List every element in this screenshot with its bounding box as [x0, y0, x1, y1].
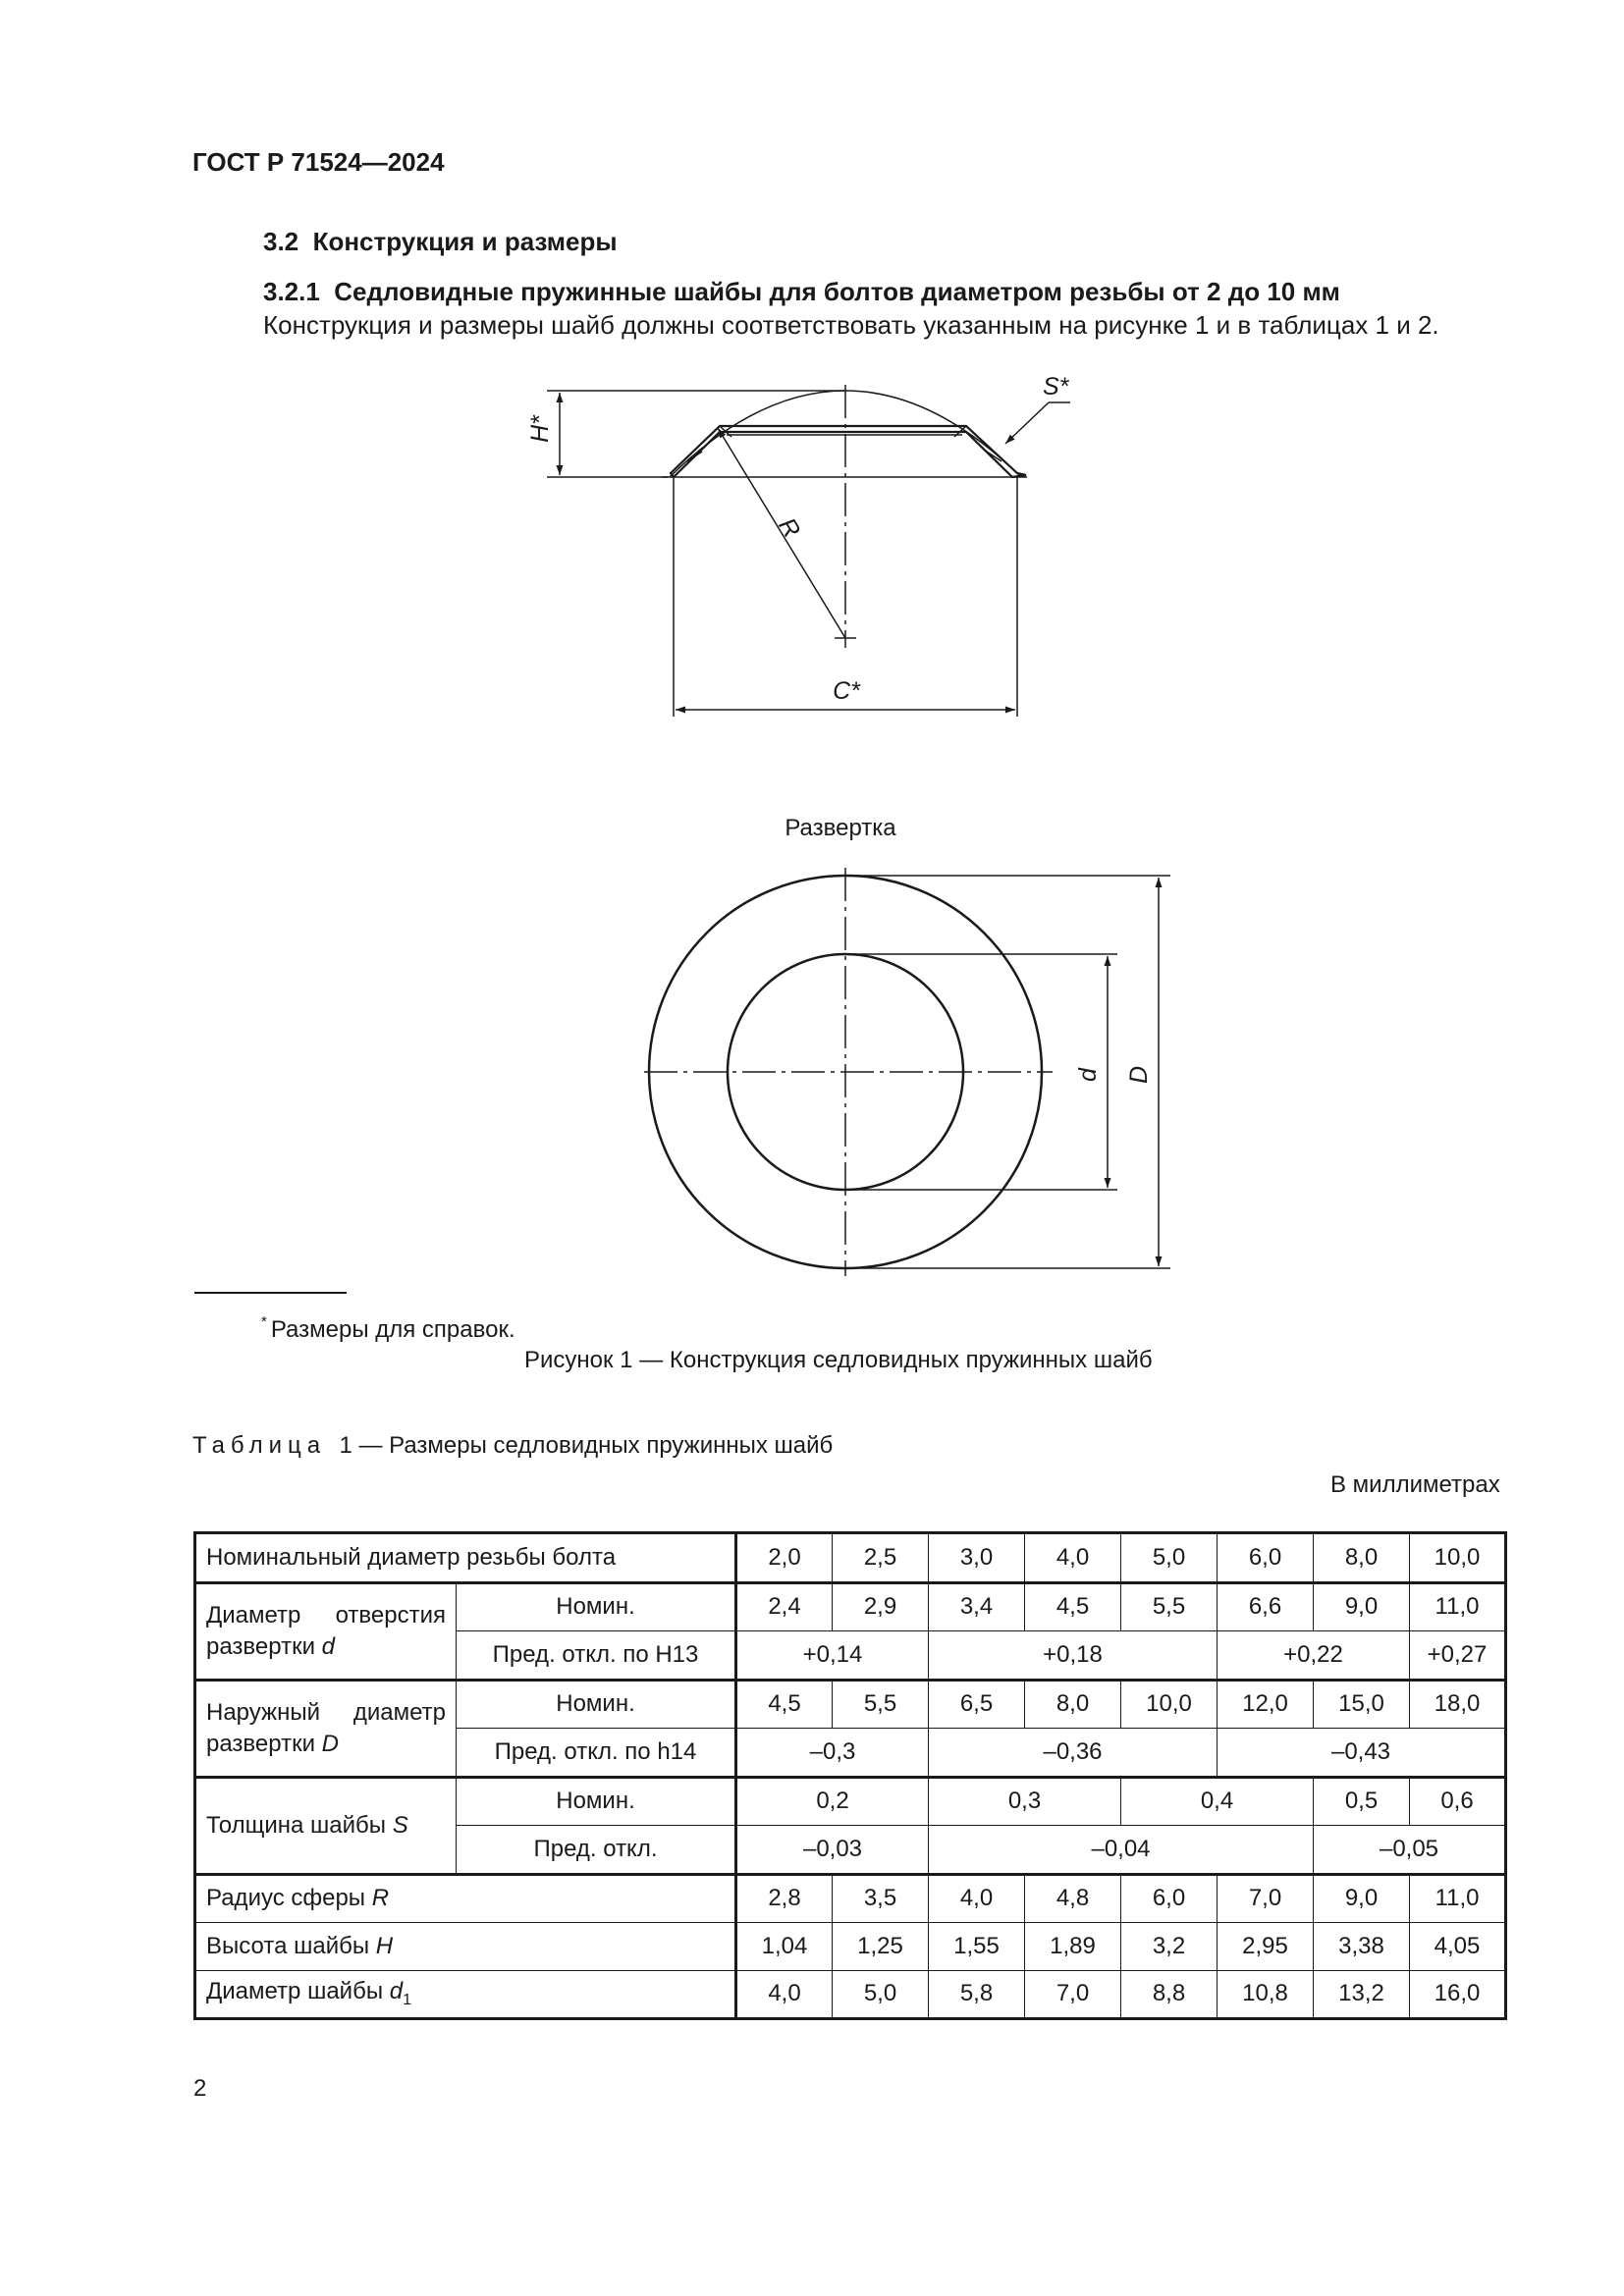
table-cell: 6,0 [1121, 1874, 1218, 1923]
table-cell: –0,3 [736, 1729, 929, 1778]
table-cell: 5,0 [833, 1970, 929, 2019]
table-cell: 18,0 [1410, 1680, 1506, 1729]
table-cell: 8,0 [1314, 1533, 1410, 1583]
table-cell: 10,0 [1410, 1533, 1506, 1583]
sub-label: Пред. откл. по h14 [457, 1729, 736, 1778]
table-cell: 1,04 [736, 1923, 833, 1971]
table-cell: 0,3 [929, 1777, 1121, 1826]
table-cell: 5,8 [929, 1970, 1025, 2019]
table-cell: 7,0 [1025, 1970, 1121, 2019]
table-row [195, 1874, 1506, 1923]
table-cell: 2,4 [736, 1582, 833, 1631]
unfold-title: Развертка [785, 815, 896, 841]
table-cell: 9,0 [1314, 1582, 1410, 1631]
table-row [195, 1970, 1506, 2019]
table-cell: 16,0 [1410, 1970, 1506, 2019]
table-cell: 1,89 [1025, 1923, 1121, 1971]
table-cell: 4,0 [736, 1970, 833, 2019]
table-cell: +0,27 [1410, 1631, 1506, 1681]
row-label: Диаметр шайбы $d_1$ [195, 1970, 736, 2019]
label-r: R [773, 512, 806, 543]
table-cell: 4,0 [1025, 1533, 1121, 1583]
table-cell: 5,5 [833, 1680, 929, 1729]
table-row [195, 1680, 1506, 1729]
table-cell: 2,95 [1218, 1923, 1314, 1971]
table-cell: +0,14 [736, 1631, 929, 1681]
table-cell: 2,9 [833, 1582, 929, 1631]
table-cell: 13,2 [1314, 1970, 1410, 2019]
table-cell: 11,0 [1410, 1874, 1506, 1923]
table-cell: 5,0 [1121, 1533, 1218, 1583]
label-c: C* [833, 677, 860, 705]
table-row [195, 1533, 1506, 1583]
unfold-centerlines [644, 868, 1053, 1276]
table-cell: 1,55 [929, 1923, 1025, 1971]
table-row [195, 1582, 1506, 1631]
sub-label: Номин. [457, 1680, 736, 1729]
table-cell: –0,04 [929, 1826, 1314, 1875]
row-label: Высота шайбы H [195, 1923, 736, 1971]
table-cell: 11,0 [1410, 1582, 1506, 1631]
table-row [195, 1923, 1506, 1971]
subsection-title: 3.2.1 Седловидные пружинные шайбы для болтов диаметром резьбы от 2 до 10 мм [263, 277, 1340, 306]
row-label: Радиус сферы R [195, 1874, 736, 1923]
table-cell: –0,05 [1314, 1826, 1506, 1875]
label-h: H* [526, 415, 554, 443]
label-d: d [1074, 1068, 1102, 1082]
standard-header: ГОСТ Р 71524—2024 [192, 147, 445, 177]
row-label: Толщина шайбы S [195, 1777, 457, 1874]
table-cell: –0,03 [736, 1826, 929, 1875]
table-cell: 3,4 [929, 1582, 1025, 1631]
table-cell: 6,5 [929, 1680, 1025, 1729]
table-cell: 8,8 [1121, 1970, 1218, 2019]
sub-label: Номин. [457, 1582, 736, 1631]
table-cell: 1,25 [833, 1923, 929, 1971]
section-title: 3.2 Конструкция и размеры [263, 227, 618, 256]
table-cell: 0,2 [736, 1777, 929, 1826]
row-label: Номинальный диаметр резьбы болта [195, 1533, 736, 1583]
table-cell: 3,0 [929, 1533, 1025, 1583]
footnote [261, 1315, 515, 1344]
table-cell: 8,0 [1025, 1680, 1121, 1729]
table-cell: 0,4 [1121, 1777, 1314, 1826]
page-number: 2 [193, 2075, 207, 2102]
table-cell: –0,43 [1218, 1729, 1506, 1778]
table-cell: 12,0 [1218, 1680, 1314, 1729]
table-cell: 5,5 [1121, 1582, 1218, 1631]
table-caption-rest: 1 — Размеры седловидных пружинных шайб [339, 1432, 834, 1459]
row-label: Диаметр отверстия развертки d [195, 1582, 457, 1680]
table-cell: +0,22 [1218, 1631, 1410, 1681]
table-cell: 2,0 [736, 1533, 833, 1583]
table-caption-prefix: Таблица [192, 1432, 327, 1459]
dimensions-table [193, 1531, 1507, 2020]
table-units: В миллиметрах [1330, 1471, 1500, 1498]
table-row [195, 1777, 1506, 1826]
label-outer-d: D [1125, 1065, 1153, 1085]
dimension-h [547, 391, 844, 477]
table-cell: 4,05 [1410, 1923, 1506, 1971]
table-caption [192, 1432, 833, 1460]
table-cell: 10,0 [1121, 1680, 1218, 1729]
footnote-text: Размеры для справок. [270, 1316, 515, 1343]
sub-label: Номин. [457, 1777, 736, 1826]
table-cell: 10,8 [1218, 1970, 1314, 2019]
dimension-s [1005, 402, 1070, 444]
table-cell: 4,5 [1025, 1582, 1121, 1631]
table-cell: 4,5 [736, 1680, 833, 1729]
washer-section [662, 391, 1027, 477]
table-cell: 4,8 [1025, 1874, 1121, 1923]
table-cell: 0,6 [1410, 1777, 1506, 1826]
table-cell: 3,5 [833, 1874, 929, 1923]
centerline-vertical-top [835, 385, 856, 648]
figure-caption: Рисунок 1 — Конструкция седловидных пружинных шайб [524, 1347, 1153, 1373]
table-cell: 6,0 [1218, 1533, 1314, 1583]
table-cell: –0,36 [929, 1729, 1218, 1778]
table-cell: 4,0 [929, 1874, 1025, 1923]
table-cell: 3,38 [1314, 1923, 1410, 1971]
footnote-rule [194, 1292, 347, 1294]
footnote-mark: * [261, 1313, 267, 1330]
sub-label: Пред. откл. [457, 1826, 736, 1875]
table-cell: 15,0 [1314, 1680, 1410, 1729]
label-s: S* [1043, 373, 1069, 400]
intro-paragraph: Конструкция и размеры шайб должны соответствовать указанным на рисунке 1 и в таблицах 1 и 2. [263, 310, 1439, 340]
table-cell: 2,5 [833, 1533, 929, 1583]
sub-label: Пред. откл. по H13 [457, 1631, 736, 1681]
table-cell: 9,0 [1314, 1874, 1410, 1923]
table-cell: 2,8 [736, 1874, 833, 1923]
table-cell: 0,5 [1314, 1777, 1410, 1826]
table-cell: 6,6 [1218, 1582, 1314, 1631]
table-cell: 7,0 [1218, 1874, 1314, 1923]
row-label: Наружный диаметр развертки D [195, 1680, 457, 1777]
table-cell: +0,18 [929, 1631, 1218, 1681]
table-cell: 3,2 [1121, 1923, 1218, 1971]
